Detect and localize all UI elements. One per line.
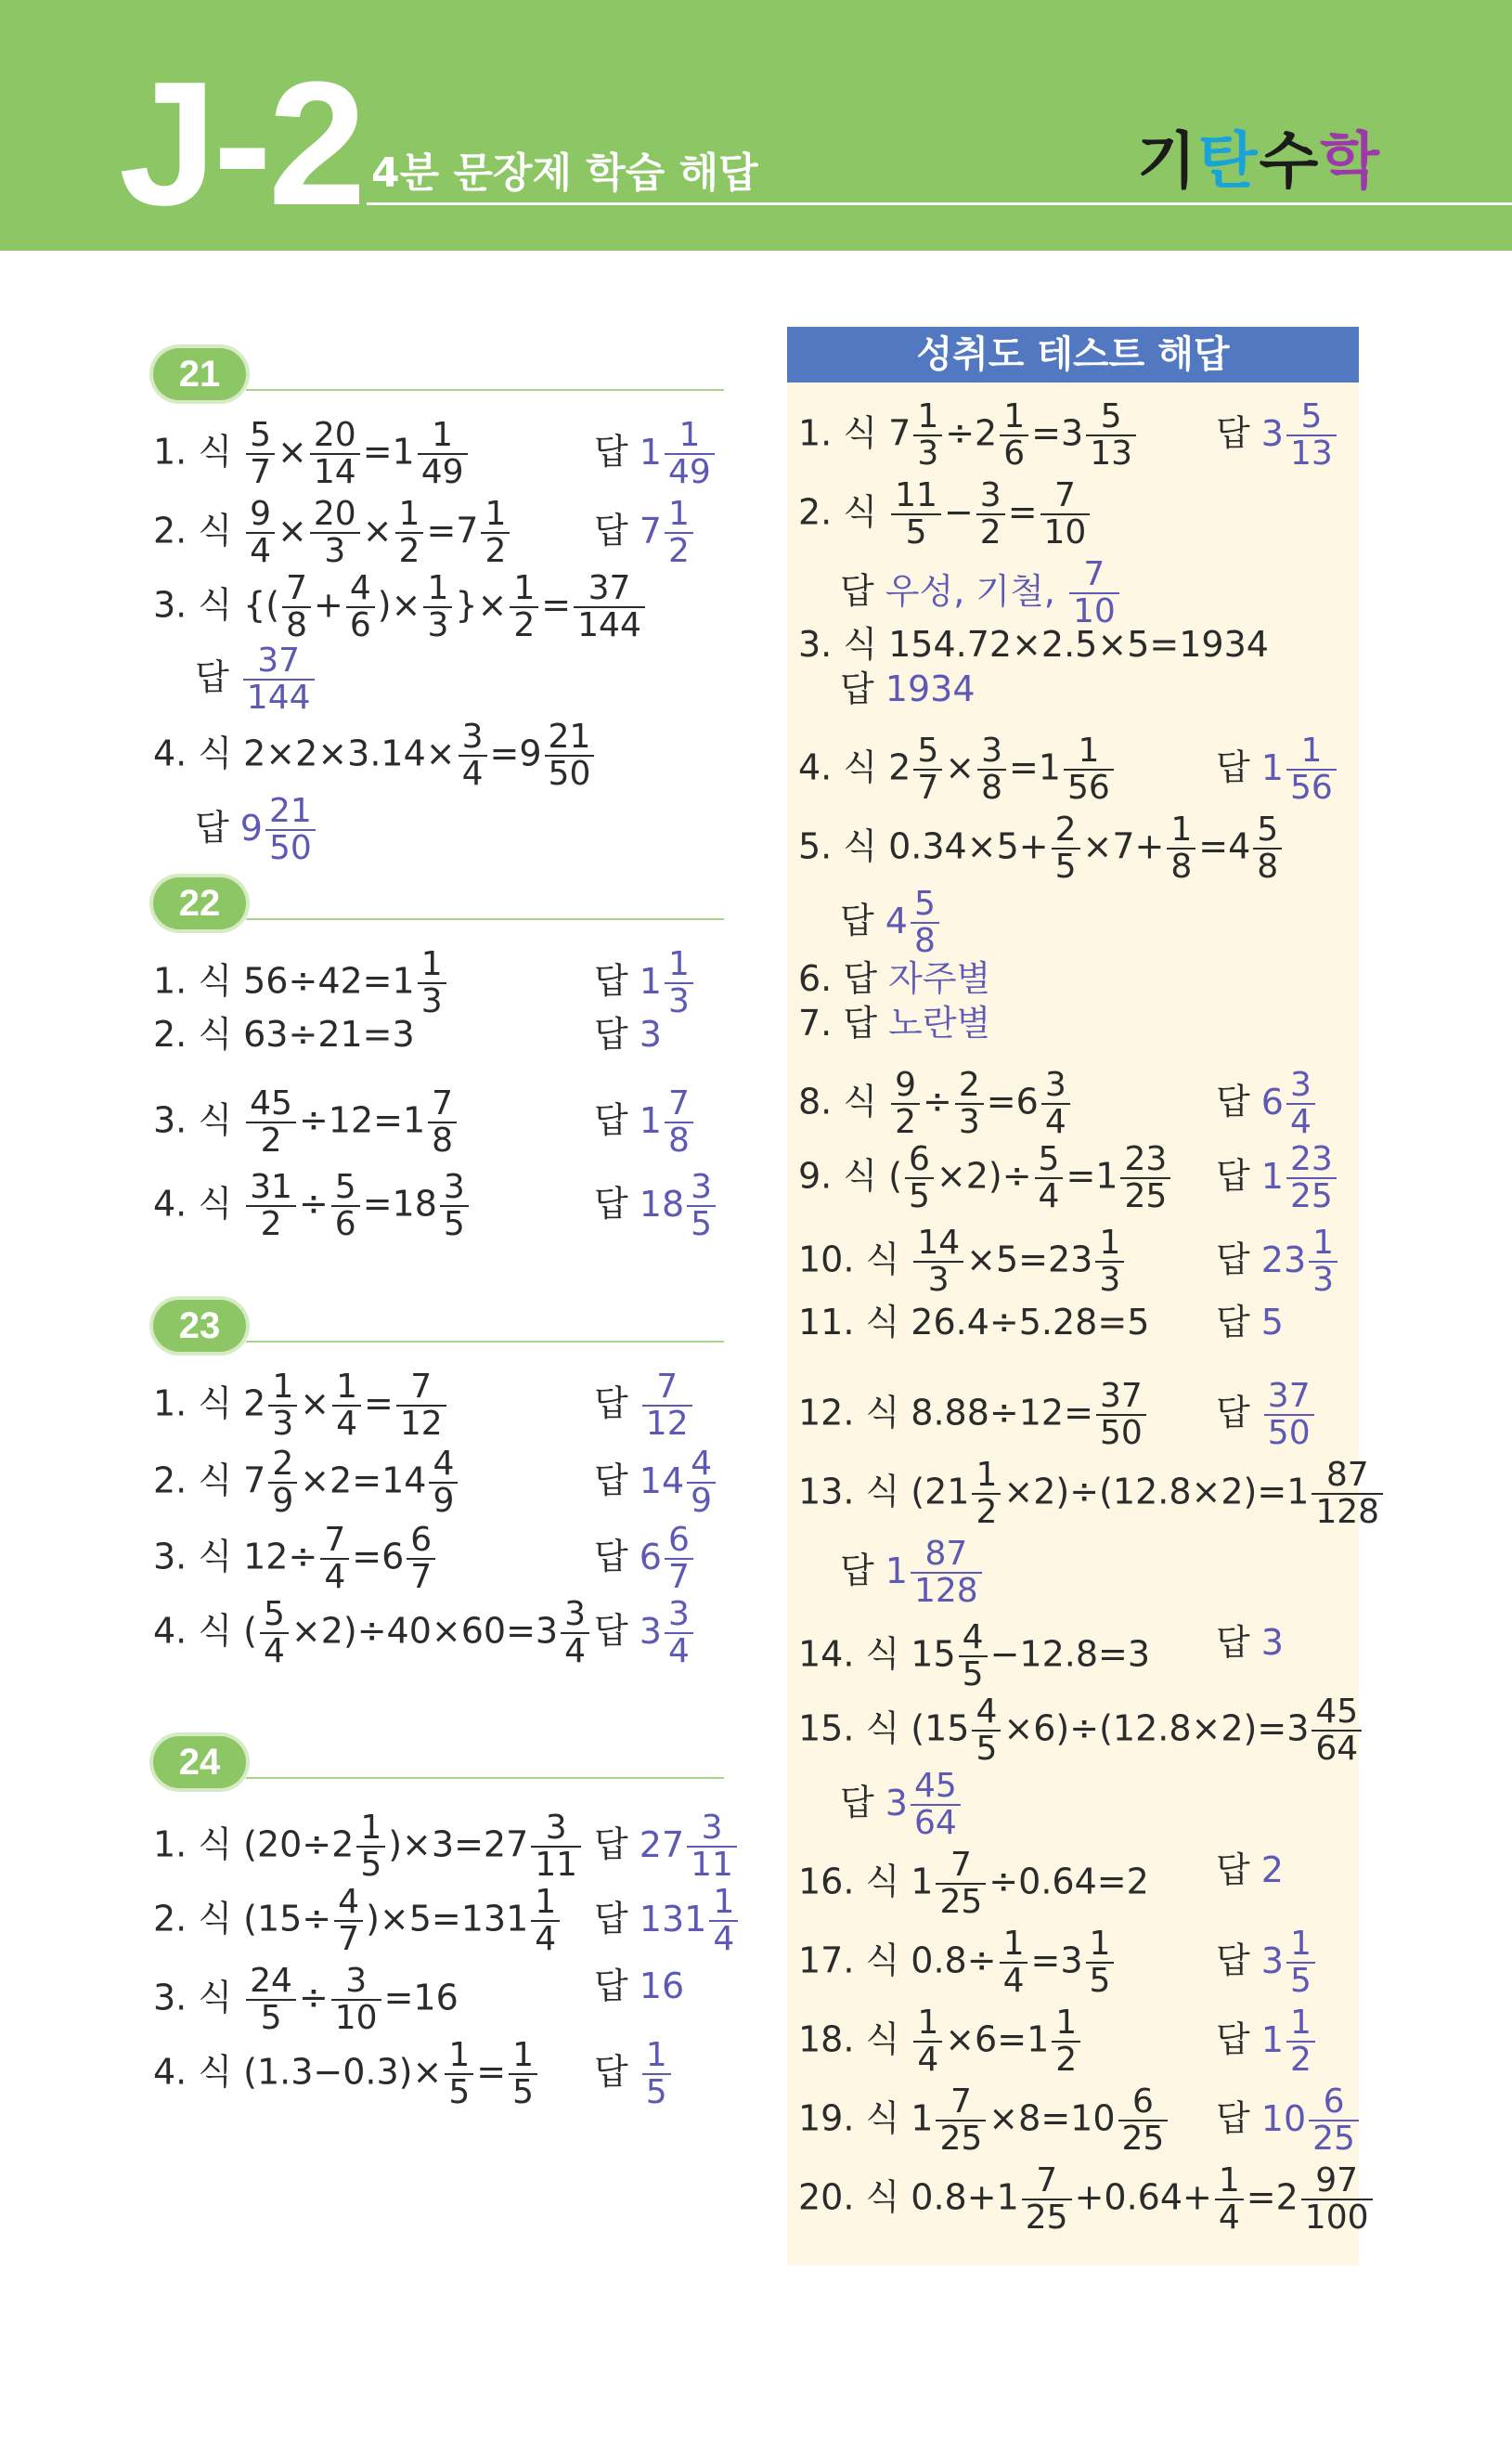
fraction: $\frac{1}{2}$ [1052, 2005, 1080, 2078]
answer-value: 131 $\frac{1}{4}$ [640, 1899, 741, 1940]
fraction: $\frac{1}{3}$ [268, 1369, 297, 1442]
section-number-badge: 22 [153, 877, 246, 929]
fraction: $\frac{11}{5}$ [891, 478, 941, 551]
fraction: $\frac{7}{12}$ [396, 1369, 446, 1442]
equation-line: 10. 식 $\frac{14}{3}$ ×5=23 $\frac{1}{3}$ [798, 1226, 1127, 1298]
answer-line: 답 $\frac{37}{50}$ [1216, 1379, 1317, 1451]
answer-value: 1 $\frac{7}{8}$ [640, 1100, 696, 1141]
answer-value: 23 $\frac{1}{3}$ [1261, 1239, 1340, 1280]
answer-line: 답 1 $\frac{87}{128}$ [840, 1537, 985, 1609]
answer-line: 답 1 $\frac{1}{49}$ [594, 418, 717, 490]
equation-line: 4. 식 2×2×3.14× $\frac{3}{4}$ =9 $\frac{21}{50}$ [153, 720, 597, 792]
fraction: $\frac{1}{5}$ [356, 1810, 385, 1883]
fraction: $\frac{20}{14}$ [310, 418, 360, 490]
fraction: $\frac{1}{3}$ [913, 399, 942, 472]
fraction: $\frac{4}{5}$ [972, 1694, 1001, 1767]
fraction: $\frac{1}{56}$ [1064, 733, 1114, 806]
fraction: $\frac{9}{4}$ [246, 497, 275, 569]
equation-line: 3. 식 $\frac{24}{5}$ ÷ $\frac{3}{10}$ =16 [153, 1962, 459, 2037]
equation-line: 2. 식 $\frac{9}{4}$ × $\frac{20}{3}$ × $\frac{1}{2}$ =7 $\frac{1}{2}$ [153, 497, 512, 569]
fraction: $\frac{1}{4}$ [913, 2005, 942, 2078]
fraction: $\frac{1}{5}$ [1086, 1927, 1115, 1999]
fraction: $\frac{7}{4}$ [320, 1523, 349, 1595]
fraction: $\frac{1}{2}$ [395, 497, 424, 569]
answer-value: 7 $\frac{1}{2}$ [640, 511, 696, 551]
fraction: $\frac{7}{10}$ [1069, 557, 1119, 629]
fraction: $\frac{5}{6}$ [331, 1170, 360, 1242]
fraction: $\frac{5}{13}$ [1286, 399, 1337, 472]
answer-line: 답 1 $\frac{1}{2}$ [1216, 2005, 1318, 2078]
answer-line: 답 9 $\frac{21}{50}$ [195, 794, 318, 866]
section-number-badge: 23 [153, 1300, 246, 1352]
section-divider [246, 918, 724, 920]
answer-value: 5 [1260, 1302, 1284, 1343]
fraction: $\frac{2}{5}$ [1052, 812, 1080, 885]
equation-line: 4. 식 (1.3−0.3)× $\frac{1}{5}$ = $\frac{1}{5}$ [153, 2038, 540, 2110]
fraction: $\frac{21}{50}$ [265, 794, 316, 866]
answer-line: 답 3 $\frac{45}{64}$ [840, 1769, 963, 1841]
fraction: $\frac{7}{10}$ [1040, 478, 1091, 551]
equation-line: 13. 식 (21 $\frac{1}{2}$ ×2)÷(12.8×2)=1 $\frac{87}{128}$ [798, 1458, 1386, 1530]
fraction: $\frac{1}{5}$ [509, 2038, 537, 2110]
fraction: $\frac{1}{3}$ [1309, 1226, 1338, 1298]
fraction: $\frac{3}{5}$ [440, 1170, 469, 1242]
answer-value: 1 $\frac{1}{56}$ [1261, 747, 1339, 788]
fraction: $\frac{7}{8}$ [282, 571, 311, 643]
fraction: $\frac{6}{25}$ [1118, 2084, 1169, 2157]
answer-line: 답 $\frac{1}{5}$ [594, 2038, 674, 2110]
answer-line: 답 2 [1216, 1849, 1284, 1890]
fraction: $\frac{5}{8}$ [1253, 812, 1282, 885]
answer-line: 답 3 $\frac{5}{13}$ [1216, 399, 1339, 472]
equation-line: 14. 식 15 $\frac{4}{5}$ −12.8=3 [798, 1618, 1151, 1693]
equation-line: 19. 식 1 $\frac{7}{25}$ ×8=10 $\frac{6}{25}$ [798, 2084, 1170, 2157]
fraction: $\frac{5}{4}$ [260, 1597, 289, 1669]
fraction: $\frac{1}{3}$ [418, 947, 446, 1019]
fraction: $\frac{37}{50}$ [1096, 1379, 1146, 1451]
fraction: $\frac{45}{64}$ [1312, 1694, 1362, 1767]
answer-line: 답 1934 [840, 668, 976, 709]
answer-line: 답 6 $\frac{3}{4}$ [1216, 1068, 1318, 1140]
fraction: $\frac{1}{3}$ [1095, 1226, 1124, 1298]
equation-line: 1. 식 56÷42=1 $\frac{1}{3}$ [153, 947, 449, 1019]
fraction: $\frac{7}{25}$ [936, 2084, 986, 2157]
answer-line: 답 3 $\frac{1}{5}$ [1216, 1927, 1318, 1999]
fraction: $\frac{23}{25}$ [1286, 1142, 1337, 1214]
fraction: $\frac{6}{25}$ [1309, 2084, 1359, 2157]
answer-value: 18 $\frac{3}{5}$ [640, 1184, 718, 1225]
answer-line: 답 3 [1216, 1622, 1284, 1663]
fraction: $\frac{3}{4}$ [1041, 1068, 1070, 1140]
answer-value: 16 [639, 1965, 685, 2006]
equation-line: 8. 식 $\frac{9}{2}$ ÷ $\frac{2}{3}$ =6 $\frac{3}{4}$ [798, 1068, 1073, 1140]
page-subtitle: 4분 문장제 학습 해답 [371, 149, 758, 197]
fraction: $\frac{1}{4}$ [1000, 1927, 1028, 1999]
fraction: $\frac{45}{64}$ [911, 1769, 961, 1841]
answer-line: 답 1 $\frac{7}{8}$ [594, 1086, 696, 1159]
section-divider [246, 389, 724, 391]
fraction: $\frac{7}{8}$ [665, 1086, 693, 1159]
fraction: $\frac{4}{5}$ [959, 1620, 988, 1693]
equation-line: 11. 식 26.4÷5.28=5 [798, 1302, 1150, 1343]
fraction: $\frac{1}{2}$ [665, 497, 693, 569]
answer-value: 27 $\frac{3}{11}$ [640, 1824, 740, 1865]
equation-line: 1. 식 7 $\frac{1}{3}$ ÷2 $\frac{1}{6}$ =3 $\frac{5}{13}$ [798, 399, 1139, 472]
fraction: $\frac{1}{2}$ [481, 497, 510, 569]
fraction: $\frac{6}{5}$ [905, 1142, 934, 1214]
fraction: $\frac{1}{4}$ [531, 1885, 560, 1957]
equation-line: 9. 식 ( $\frac{6}{5}$ ×2)÷ $\frac{5}{4}$ =1 $\frac{23}{25}$ [798, 1142, 1173, 1214]
fraction: $\frac{1}{4}$ [1215, 2163, 1244, 2236]
section-number-badge: 21 [153, 348, 246, 400]
fraction: $\frac{7}{25}$ [1022, 2163, 1072, 2236]
fraction: $\frac{4}{7}$ [334, 1885, 363, 1957]
equation-line: 3. 식 $\frac{45}{2}$ ÷12=1 $\frac{7}{8}$ [153, 1086, 459, 1159]
answer-line: 답 23 $\frac{1}{3}$ [1216, 1226, 1340, 1298]
fraction: $\frac{1}{3}$ [423, 571, 452, 643]
fraction: $\frac{1}{49}$ [665, 418, 715, 490]
fraction: $\frac{1}{4}$ [709, 1885, 738, 1957]
fraction: $\frac{4}{6}$ [346, 571, 375, 643]
fraction: $\frac{3}{11}$ [531, 1810, 581, 1883]
fraction: $\frac{5}{8}$ [911, 887, 939, 959]
answer-value: 3 [1260, 1622, 1284, 1663]
answer-value: 6 $\frac{3}{4}$ [1261, 1082, 1318, 1122]
answer-line: 답 우성, 기철, $\frac{7}{10}$ [840, 557, 1122, 629]
equation-line: 3. 식 {( $\frac{7}{8}$ + $\frac{4}{6}$ )× $\frac{1}{3}$ }× $\frac{1}{2}$ = $\frac{37}{144}$ [153, 571, 648, 643]
fraction: $\frac{5}{7}$ [246, 418, 275, 490]
equation-line: 1. 식 $\frac{5}{7}$ × $\frac{20}{14}$ =1 $\frac{1}{49}$ [153, 418, 471, 490]
fraction: $\frac{20}{3}$ [310, 497, 360, 569]
section-number-badge: 24 [153, 1736, 246, 1788]
unit-code: J-2 [119, 45, 363, 242]
fraction: $\frac{37}{144}$ [574, 571, 645, 643]
fraction: $\frac{1}{6}$ [1000, 399, 1028, 472]
fraction: $\frac{3}{4}$ [665, 1597, 693, 1669]
equation-line: 5. 식 0.34×5+ $\frac{2}{5}$ ×7+ $\frac{1}{8}$ =4 $\frac{5}{8}$ [798, 812, 1285, 885]
answer-line: 답 3 [594, 1014, 662, 1055]
answer-line: 답 1 $\frac{1}{3}$ [594, 947, 696, 1019]
fraction: $\frac{7}{12}$ [642, 1369, 692, 1442]
fraction: $\frac{23}{25}$ [1120, 1142, 1170, 1214]
fraction: $\frac{1}{2}$ [972, 1458, 1001, 1530]
fraction: $\frac{5}{4}$ [1035, 1142, 1064, 1214]
fraction: $\frac{1}{5}$ [642, 2038, 671, 2110]
equation-line: 3. 식 12÷ $\frac{7}{4}$ =6 $\frac{6}{7}$ [153, 1523, 438, 1595]
fraction: $\frac{37}{50}$ [1264, 1379, 1314, 1451]
answer-value: 3 $\frac{45}{64}$ [885, 1783, 963, 1823]
fraction: $\frac{3}{2}$ [976, 478, 1005, 551]
answer-value: 1 $\frac{1}{49}$ [640, 432, 717, 473]
equation-line: 2. 식 $\frac{11}{5}$ − $\frac{3}{2}$ = $\frac{7}{10}$ [798, 478, 1092, 551]
fraction: $\frac{14}{3}$ [913, 1226, 963, 1298]
answer-line: 답 14 $\frac{4}{9}$ [594, 1447, 718, 1519]
answer-line: 답 18 $\frac{3}{5}$ [594, 1170, 718, 1242]
equation-line: 2. 식 63÷21=3 [153, 1014, 415, 1055]
header-bar [0, 0, 1512, 251]
answer-value: 3 [639, 1014, 662, 1055]
equation-line: 20. 식 0.8+1 $\frac{7}{25}$ +0.64+ $\frac{1}{4}$ =2 $\frac{97}{100}$ [798, 2163, 1376, 2236]
fraction: $\frac{3}{5}$ [687, 1170, 716, 1242]
equation-line: 15. 식 (15 $\frac{4}{5}$ ×6)÷(12.8×2)=3 $\frac{45}{64}$ [798, 1694, 1364, 1767]
answer-value: 1 $\frac{1}{3}$ [640, 961, 696, 1002]
fraction: $\frac{45}{2}$ [246, 1086, 296, 1159]
answer-line: 답 4 $\frac{5}{8}$ [840, 887, 942, 959]
equation-line: 3. 식 154.72×2.5×5=1934 [798, 624, 1269, 665]
fraction: $\frac{3}{8}$ [977, 733, 1006, 806]
equation-line: 7. 답 노란별 [798, 1003, 991, 1044]
answer-line: 답 7 $\frac{1}{2}$ [594, 497, 696, 569]
equation-line: 2. 식 (15÷ $\frac{4}{7}$ )×5=131 $\frac{1}{4}$ [153, 1885, 562, 1957]
answer-value [640, 2036, 674, 2111]
answer-value: 노란별 [888, 1003, 991, 1044]
fraction: $\frac{4}{9}$ [429, 1447, 458, 1519]
answer-value: 1 $\frac{87}{128}$ [885, 1550, 985, 1591]
equation-line: 18. 식 $\frac{1}{4}$ ×6=1 $\frac{1}{2}$ [798, 2005, 1083, 2078]
fraction: $\frac{7}{8}$ [428, 1086, 457, 1159]
answer-line: 답 6 $\frac{6}{7}$ [594, 1523, 696, 1595]
answer-value: 2 [1260, 1849, 1284, 1890]
fraction: $\frac{1}{8}$ [1167, 812, 1195, 885]
fraction: $\frac{2}{3}$ [955, 1068, 984, 1140]
answer-value: 3 $\frac{1}{5}$ [1261, 1940, 1318, 1981]
brand-char: 탄 [1197, 125, 1260, 197]
fraction: $\frac{3}{4}$ [459, 720, 487, 792]
answer-line: 답 $\frac{7}{12}$ [594, 1369, 695, 1442]
answer-line: 답 131 $\frac{1}{4}$ [594, 1885, 741, 1957]
header-divider [367, 202, 1512, 205]
brand-char: 기 [1137, 125, 1198, 197]
fraction: $\frac{5}{13}$ [1086, 399, 1136, 472]
answer-line: 답 $\frac{37}{144}$ [195, 643, 317, 716]
fraction: $\frac{3}{10}$ [331, 1964, 381, 2036]
fraction: $\frac{1}{5}$ [445, 2038, 473, 2110]
answer-value: 1934 [885, 668, 976, 709]
answer-line: 답 5 [1216, 1302, 1284, 1343]
fraction: $\frac{87}{128}$ [911, 1537, 982, 1609]
answer-line: 답 3 $\frac{3}{4}$ [594, 1597, 696, 1669]
answer-value: 1 $\frac{23}{25}$ [1261, 1156, 1339, 1197]
equation-line: 12. 식 8.88÷12= $\frac{37}{50}$ [798, 1379, 1149, 1451]
fraction: $\frac{37}{144}$ [243, 643, 315, 716]
equation-line: 16. 식 1 $\frac{7}{25}$ ÷0.64=2 [798, 1846, 1149, 1921]
equation-line: 4. 식 $\frac{31}{2}$ ÷ $\frac{5}{6}$ =18 $\frac{3}{5}$ [153, 1170, 472, 1242]
fraction: $\frac{1}{2}$ [1286, 2005, 1315, 2078]
fraction: $\frac{24}{5}$ [246, 1964, 296, 2036]
answer-value: 3 $\frac{5}{13}$ [1261, 413, 1339, 454]
answer-line: 답 1 $\frac{1}{56}$ [1216, 733, 1339, 806]
fraction: $\frac{3}{4}$ [561, 1597, 589, 1669]
equation-line: 17. 식 0.8÷ $\frac{1}{4}$ =3 $\frac{1}{5}$ [798, 1927, 1117, 1999]
section-divider [246, 1341, 724, 1343]
test-panel-title: 성취도 테스트 해답 [787, 327, 1359, 383]
answer-value: 우성, 기철, $\frac{7}{10}$ [885, 571, 1122, 612]
fraction: $\frac{3}{11}$ [687, 1810, 737, 1883]
section-divider [246, 1777, 724, 1779]
answer-line: 답 1 $\frac{23}{25}$ [1216, 1142, 1339, 1214]
brand-char: 수 [1259, 125, 1321, 197]
fraction: $\frac{1}{3}$ [665, 947, 693, 1019]
answer-value: 1 $\frac{1}{2}$ [1261, 2019, 1318, 2060]
equation-line: 1. 식 2 $\frac{1}{3}$ × $\frac{1}{4}$ = $\frac{7}{12}$ [153, 1369, 449, 1442]
fraction: $\frac{1}{2}$ [510, 571, 538, 643]
answer-line: 답 27 $\frac{3}{11}$ [594, 1810, 740, 1883]
answer-value: 10 $\frac{6}{25}$ [1261, 2098, 1362, 2139]
brand-logo [1137, 111, 1381, 200]
equation-line: 6. 답 자주별 [798, 958, 991, 999]
fraction: $\frac{87}{128}$ [1312, 1458, 1383, 1530]
fraction: $\frac{6}{7}$ [665, 1523, 693, 1595]
equation-line: 4. 식 ( $\frac{5}{4}$ ×2)÷40×60=3 $\frac{3}{4}$ [153, 1597, 592, 1669]
answer-line: 답 10 $\frac{6}{25}$ [1216, 2084, 1362, 2157]
fraction: $\frac{21}{50}$ [545, 720, 595, 792]
fraction: $\frac{97}{100}$ [1301, 2163, 1373, 2236]
answer-value: 6 $\frac{6}{7}$ [640, 1537, 696, 1577]
answer-value: 자주별 [888, 958, 991, 999]
fraction: $\frac{5}{7}$ [913, 733, 942, 806]
fraction: $\frac{2}{9}$ [268, 1447, 297, 1519]
answer-value: 4 $\frac{5}{8}$ [885, 901, 942, 941]
equation-line: 1. 식 (20÷2 $\frac{1}{5}$ )×3=27 $\frac{3}{11}$ [153, 1810, 584, 1883]
answer-line: 답 16 [594, 1965, 685, 2006]
answer-value: 14 $\frac{4}{9}$ [640, 1460, 718, 1501]
answer-value: 3 $\frac{3}{4}$ [640, 1611, 696, 1652]
fraction: $\frac{7}{25}$ [936, 1848, 986, 1920]
fraction: $\frac{1}{5}$ [1286, 1927, 1315, 1999]
fraction: $\frac{9}{2}$ [891, 1068, 920, 1140]
fraction: $\frac{1}{49}$ [418, 418, 468, 490]
answer-value: 9 $\frac{21}{50}$ [240, 808, 318, 849]
fraction: $\frac{1}{56}$ [1286, 733, 1337, 806]
fraction: $\frac{31}{2}$ [246, 1170, 296, 1242]
equation-line: 4. 식 2 $\frac{5}{7}$ × $\frac{3}{8}$ =1 $\frac{1}{56}$ [798, 733, 1117, 806]
equation-line: 2. 식 7 $\frac{2}{9}$ ×2=14 $\frac{4}{9}$ [153, 1447, 460, 1519]
fraction: $\frac{4}{9}$ [687, 1447, 716, 1519]
brand-char: 학 [1320, 125, 1382, 197]
fraction: $\frac{6}{7}$ [407, 1523, 435, 1595]
fraction: $\frac{1}{4}$ [332, 1369, 361, 1442]
fraction: $\frac{3}{4}$ [1286, 1068, 1315, 1140]
